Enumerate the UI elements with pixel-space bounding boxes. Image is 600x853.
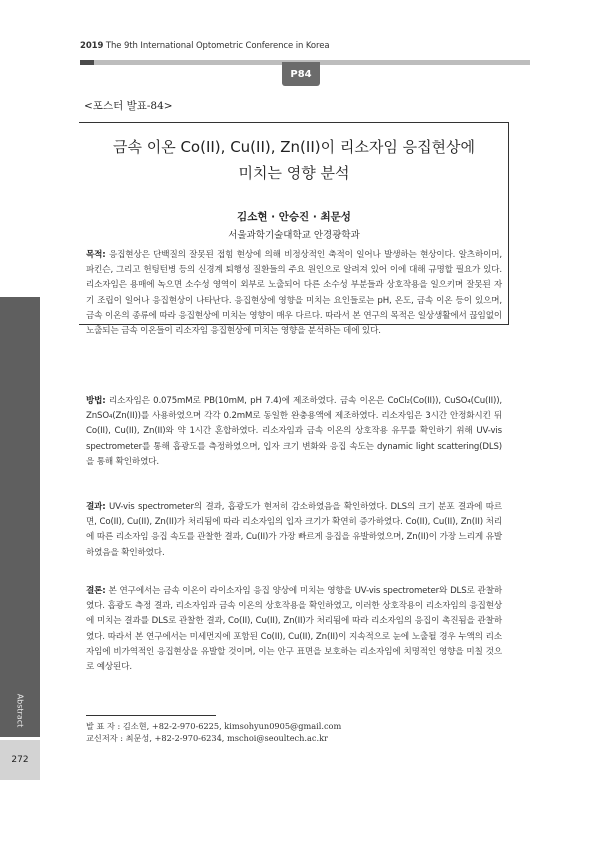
section-methods	[86, 394, 502, 470]
authors: 김소현 · 안승진 · 최문성	[237, 211, 351, 223]
section-conclusion	[86, 584, 502, 675]
footnote-corresponding: 교신저자 : 최문성, +82-2-970-6234, mschoi@seoultech.ac.kr	[86, 732, 328, 743]
footnote-rule	[86, 715, 216, 716]
section-purpose-text: 응집현상은 단백질의 잘못된 접힘 현상에 의해 비정상적인 축적이 일어나 발생하는 현상이다. 알츠하이머, 파킨슨, 그리고 헌팅턴병 등의 신경계 퇴행성 질환들의 주요 원인으로 알려져 있어 이에 대해 규명할 필요가 있다. 리소자임은 용매에 녹으면 소수성 영역이 외부로 노출되어 다른 소수성 부분들과 상호작용을 일으키며 잘못된 자기 조립이 일어나 응집현상이 나타난다. 응집현상에 영향을 미치는 요인들로는 pH, 온도, 금속 이온 등이 있으며, 금속 이온의 종류에 따라 응집현상에 미치는 영향이 매우 다르다. 따라서 본 연구의 목적은 일상생활에서 끊임없이 노출되는 금속 이온들이 리소자임 응집현상에 미치는 영향을 분석하는 데에 있다.	[86, 250, 502, 337]
paper-title	[79, 134, 509, 186]
section-results	[86, 500, 502, 561]
header-year: 2019	[80, 41, 104, 51]
side-tab-label	[5, 690, 35, 730]
poster-id-badge: P84	[282, 62, 320, 86]
page-number: 272	[11, 755, 29, 765]
section-results-label: 결과:	[86, 502, 106, 512]
section-purpose	[86, 248, 502, 339]
header-conference: The 9th International Optometric Conference in Korea	[105, 41, 330, 51]
footnote-presenter: 발 표 자 : 김소현, +82-2-970-6225, kimsohyun0905@gmail.com	[86, 721, 342, 731]
section-methods-label: 방법:	[86, 396, 106, 406]
side-section-label: Abstract	[15, 693, 25, 727]
header-rule-accent	[80, 60, 94, 65]
poster-label: <포스터 발표-84>	[84, 100, 173, 112]
section-conclusion-label: 결론:	[86, 586, 106, 596]
title-line-1: 금속 이온 Co(II), Cu(II), Zn(II)이 리소자임 응집현상에	[112, 138, 476, 156]
side-tab	[0, 297, 40, 737]
affiliation: 서울과학기술대학교 안경광학과	[228, 230, 360, 241]
section-results-text: UV-vis spectrometer의 결과, 흡광도가 현저히 감소하였음을 확인하였다. DLS의 크기 분포 결과에 따르면, Co(II), Cu(II), Zn(II)가 처리됨에 따라 리소자임의 입자 크기가 확연히 증가하였다. Co(II), Cu(II), Zn(II) 처리에 따른 리소자임 응집 속도를 관찰한 결과, Cu(II)가 가장 빠르게 응집을 유발하였으며, Zn(II)이 가장 느리게 유발하였음을 확인하였다.	[86, 502, 502, 558]
title-line-2: 미치는 영향 분석	[238, 164, 350, 182]
footnotes	[86, 721, 341, 744]
section-methods-text: 리소자임은 0.075mM로 PB(10mM, pH 7.4)에 제조하였다. 금속 이온은 CoCl₂(Co(II)), CuSO₄(Cu(II)), ZnSO₄(Zn(II))를 사용하였으며 각각 0.2mM로 동일한 완충용액에 제조하였다. 리소자임은 3시간 안정화시킨 뒤 Co(II), Cu(II), Zn(II)와 약 1시간 혼합하였다. 리소자임과 금속 이온의 상호작용 유무를 확인하기 위해 UV-vis spectrometer를 통해 흡광도를 측정하였으며, 입자 크기 변화와 응집 속도는 dynamic light scattering(DLS)을 통해 확인하였다.	[86, 396, 502, 467]
section-purpose-label: 목적:	[86, 250, 106, 260]
running-header	[80, 41, 329, 51]
section-conclusion-text: 본 연구에서는 금속 이온이 라이소자임 응집 양상에 미치는 영향을 UV-vis spectrometer와 DLS로 관찰하였다. 흡광도 측정 결과, 리소자임과 금속 이온의 상호작용을 확인하였고, 이러한 상호작용이 리소자임의 응집현상에 미치는 결과를 DLS로 관찰한 결과, Co(II), Cu(II), Zn(II)가 처리됨에 따라 리소자임의 응집이 촉진됨을 관찰하였다. 따라서 본 연구에서는 미세먼지에 포함된 Co(II), Cu(II), Zn(II)이 지속적으로 눈에 노출될 경우 누액의 리소자임에 비가역적인 응집현상을 유발할 것이며, 이는 안구 표면을 보호하는 리소자임에 치명적인 영향을 미칠 것으로 예상된다.	[86, 586, 502, 673]
